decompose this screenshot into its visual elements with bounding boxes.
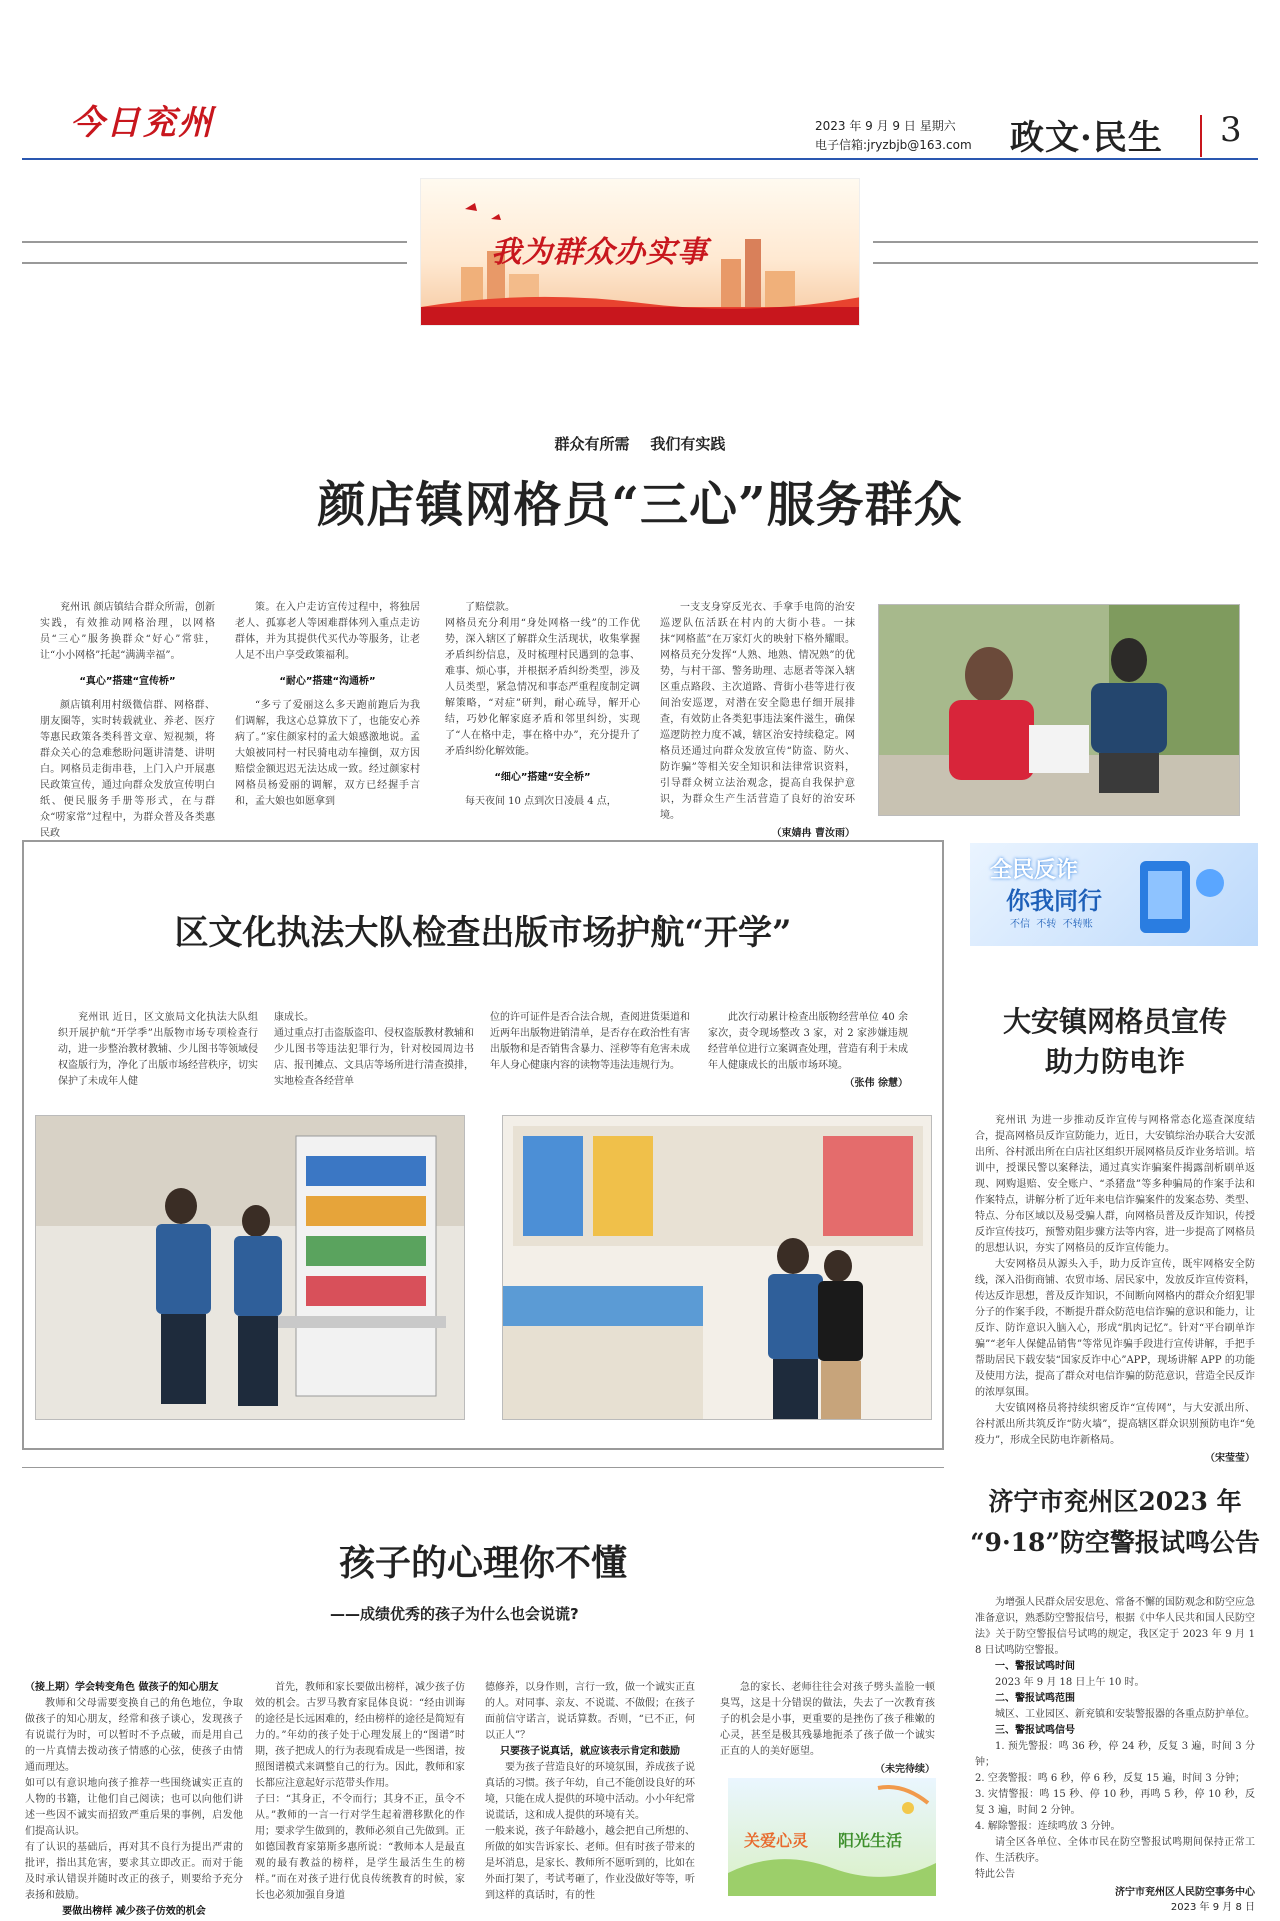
banner-image (420, 178, 860, 326)
article5-p3: 1. 预先警报：鸣 36 秒，停 24 秒，反复 3 遍，时间 3 分钟； 2. 空袭警报：鸣 6 秒，停 6 秒，反复 15 遍，时间 3 分钟； 3. 灾情警报：鸣 15 秒、停 10 秒，再鸣 5 秒，停 10 秒，反复 3 遍，时间 2 分钟。 4. 解除警报：连续鸣放 3 分钟。 (975, 1741, 1255, 1832)
article2-text-4: 此次行动累计检查出版物经营单位 40 余家次，责令现场整改 3 家，对 2 家涉嫌违规经营单位进行立案调查处理，营造有利于未成年人健康成长的出版市场环境。 (708, 1012, 908, 1071)
article5-h2: 二、警报试鸣范围 (995, 1693, 1075, 1704)
article4-text-3b: 要为孩子营造良好的环境氛围，养成孩子说真话的习惯。孩子年幼，自己不能创设良好的环境，只能在成人提供的环境中活动。小小年纪常说谎话，这和成人提供的环境有关。 一般来说，孩子年龄越小，越会把自己所想的、所做的如实告诉家长、老师。但有时孩子带来的是坏消息，是家长、教师所不愿听到的，比如在外面打架了，考试考砸了，作业没做好等等，听到这样的真话时，有的性 (485, 1762, 695, 1901)
article4-col2: 首先，教师和家长要做出榜样，减少孩子仿效的机会。古罗马教育家昆体良说：“经由训诲的途径是长远困难的，经由榜样的途径是简短有力的。”年幼的孩子处于心理发展上的“图谱”时期，孩子把成人的行为表现看成是一些图谱，按照图谱模式来调整自己的行为。因此，教师和家长都应注意起好示范带头作用。 子曰：“其身正，不令而行；其身不正，虽令不从。”教师的一言一行对学生起着潜移默化的作用；要求学生做到的，教师必须自己先做到。正如德国教育家第斯多惠所说：“教师本人是最直观的最有教益的榜样，是学生最活生生的榜样。”而在对孩子进行优良传统教育的时候，家长也必须加强自身道 (255, 1682, 465, 1901)
section-title: 政文·民生 (1010, 118, 1163, 158)
article5-title-1: 济宁市兖州区2023 年 (988, 1487, 1242, 1516)
article1-title: 颜店镇网格员“三心”服务群众 (317, 477, 963, 533)
article4-top-rule (22, 1467, 944, 1468)
article1-photo-scene (879, 605, 1240, 816)
article2-photo-left-scene (36, 1116, 465, 1420)
article1-byline: （束婧冉 曹汝雨） (771, 828, 855, 839)
article5-body (975, 1595, 1255, 1913)
article4-text-4: 急的家长、老师往往会对孩子劈头盖脸一顿臭骂，这是十分错误的做法，失去了一次教育孩子的机会是小事，更重要的是挫伤了孩子稚嫩的心灵，甚至是极其残暴地扼杀了孩子做一个诚实正直的人的美好愿望。 (720, 1682, 935, 1757)
article4-ad (728, 1778, 936, 1896)
article1-text-3a: 了赔偿款。 网格员充分利用“身处网格一线”的工作优势，深入辖区了解群众生活现状，收集掌握矛盾纠纷信息，及时梳理村民遇到的急事、难事、烦心事，并根据矛盾纠纷类型，涉及人员类型，紧急情况和事态严重程度制定调解策略，“对症”研判，耐心疏导，解开心结，巧妙化解家庭矛盾和邻里纠纷，实现了“人在格中走，事在格中办”，充分提升了矛盾纠纷化解效能。 (445, 602, 640, 757)
article2-byline: （张伟 徐慧） (844, 1078, 908, 1089)
antifraud-line2: 你我同行 (1006, 887, 1102, 915)
article2-title: 区文化执法大队检查出版市场护航“开学” (174, 913, 792, 953)
article4-text-1: 教师和父母需要变换自己的角色地位，争取做孩子的知心朋友，经常和孩子谈心，发现孩子有说谎行为时，可以暂时不予点破，而是用自己的一片真情去拨动孩子情感的心弦，使孩子由情通而理达。 如可以有意识地向孩子推荐一些围绕诚实正直的人物的书籍，让他们自己阅读；也可以向他们讲述一些因不诚实而招致严重后果的事例，启发他们提高认识。 有了认识的基础后，再对其不良行为提出严肃的批评，指出其危害，要求其立即改正。而对于能及时承认错误并随时改正的孩子，则要给予充分表扬和鼓励。 (25, 1698, 243, 1901)
article2-col3: 位的许可证件是否合法合规，查阅进货渠道和近两年出版物进销清单，是否存在政治性有害出版物和是否销售含暴力、淫秽等有危害未成年人身心健康内容的读物等违法违规行为。 (490, 1012, 690, 1071)
article2-photo-right-scene (503, 1116, 932, 1420)
article2-photo-right (502, 1115, 932, 1420)
masthead-email: 电子信箱:jryzbjb@163.com (815, 138, 972, 152)
article3-title-1: 大安镇网格员宣传 (1002, 1005, 1227, 1038)
article4-title: 孩子的心理你不懂 (338, 1542, 627, 1584)
article4-ad-text1: 关爱心灵 (744, 1831, 809, 1850)
masthead-date: 2023 年 9 月 9 日 星期六 (815, 119, 956, 133)
article4-ad-text2: 阳光生活 (838, 1831, 903, 1850)
article5-date: 2023 年 9 月 8 日 (1170, 1902, 1255, 1913)
article1-text-2a: 策。在入户走访宣传过程中，将独居老人、孤寡老人等困难群体列入重点走访群体，并为其提供代买代办等服务，让老人足不出户享受政策福利。 (235, 602, 420, 661)
article3-text-3: 大安镇网格员将持续织密反诈“宣传网”，与大安派出所、谷村派出所共筑反诈“防火墙”，提高辖区群众识别预防电诈“免疫力”，形成全民防电诈新格局。 (975, 1403, 1255, 1446)
article1-text-2b: “多亏了爱丽这么多天跑前跑后为我们调解，我这心总算放下了，也能安心养病了。”家住颜家村的孟大娘感激地说。孟大娘被同村一村民骑电动车撞倒，双方因赔偿金额迟迟无法达成一致。经过颜家村网格员杨爱丽的调解，双方已经握手言和，孟大娘也如愿拿到 (235, 700, 420, 807)
article1-col4 (660, 600, 855, 839)
article2-col1: 兖州讯 近日，区文旅局文化执法大队组织开展护航“开学季”出版物市场专项检查行动，进一步整治教材教辅、少儿图书等领域侵权盗版行为，净化了出版市场经营秩序，切实保护了未成年人健 (58, 1012, 258, 1087)
page-number: 3 (1220, 110, 1242, 150)
article1-kicker: 群众有所需 我们有实践 (554, 435, 726, 453)
article1-lead: 兖州讯 颜店镇结合群众所需，创新实践，有效推动网格治理，以网格员“三心”服务换群众“好心”常驻，让“小小网格”托起“满满幸福”。 (40, 602, 215, 661)
article5-sign: 济宁市兖州区人民防空事务中心 (1115, 1887, 1255, 1898)
article1-col1 (40, 600, 215, 842)
article1-photo (878, 604, 1240, 816)
article4-col1 (25, 1680, 243, 1920)
article5-h3: 三、警报试鸣信号 (995, 1725, 1075, 1736)
article3-text-2: 大安网格员从源头入手，助力反诈宣传，既牢网格安全防线，深入沿街商铺、农贸市场、居民家中，发放反诈宣传资料，传达反诈思想，普及反诈知识，不间断向网格内的群众介绍犯罪分子的作案手段，不断提升群众防范电信诈骗的意识和能力，让反诈、防诈意识入脑入心，形成“肌肉记忆”。针对“平台刷单诈骗”“老年人保健品销售”等常见诈骗手段进行宣传讲解，手把手帮助居民下载安装“国家反诈中心”APP，现场讲解 APP 的功能及使用方法，提高了群众对电信诈骗的防范意识，营造全民反诈的浓厚氛围。 (975, 1259, 1255, 1398)
article5-p1: 2023 年 9 月 18 日上午 10 时。 (995, 1677, 1145, 1688)
article4-col3-sub: 只要孩子说真话，就应该表示肯定和鼓励 (500, 1746, 680, 1757)
article5-p4: 请全区各单位、全体市民在防空警报试鸣期间保持正常工作、生活秩序。 特此公告 (975, 1837, 1255, 1880)
article4-col1-tail: 要做出榜样 减少孩子仿效的机会 (62, 1906, 206, 1917)
article4-col3 (485, 1680, 695, 1904)
article3-title-2: 助力防电诈 (1044, 1045, 1185, 1078)
article1-col2 (235, 600, 420, 810)
article5-p2: 城区、工业园区、新兖镇和安装警报器的各重点防护单位。 (995, 1709, 1255, 1720)
banner-title: 我为群众办实事 (491, 235, 708, 270)
article4-col1-head: （接上期）学会转变角色 做孩子的知心朋友 (25, 1682, 219, 1693)
article1-text-4: 一支支身穿反光衣、手拿手电筒的治安巡逻队伍活跃在村内的大街小巷。一抹抹“网格蓝”在万家灯火的映射下格外耀眼。网格员充分发挥“人熟、地熟、情况熟”的优势，与村干部、警务助理、志愿者等深入辖区重点路段、主次道路、背街小巷等进行夜间治安巡逻，对潜在安全隐患仔细开展排查，有效防止各类犯事违法案件滋生，确保巡逻防控力度不减，辖区治安持续稳定。网格员还通过向群众发放宣传“防盗、防火、防诈骗”等相关安全知识和法律常识资料，引导群众树立法治观念，提高自我保护意识，为群众生产生活营造了良好的治安环境。 (660, 602, 855, 821)
article1-subhead-2: “耐心”搭建“沟通桥” (279, 676, 376, 687)
article4-col4 (720, 1680, 935, 1775)
antifraud-line1: 全民反诈 (990, 858, 1079, 883)
article5-h1: 一、警报试鸣时间 (995, 1661, 1075, 1672)
article1-subhead-3: “细心”搭建“安全桥” (494, 772, 591, 783)
antifraud-sub: 不信 不转 不转账 (1010, 919, 1093, 930)
masthead-divider (1200, 115, 1202, 157)
article2-col4 (708, 1010, 908, 1089)
banner-rule-left2 (22, 262, 407, 264)
antifraud-ad (970, 843, 1258, 946)
banner-rule-right (873, 241, 1258, 243)
banner-rule-right2 (873, 262, 1258, 264)
banner-rule-left (22, 241, 407, 243)
article5-title-2: “9·18”防空警报试鸣公告 (970, 1528, 1260, 1557)
masthead-logo: 今日兖州 (70, 103, 214, 143)
article3-byline: （宋莹莹） (1205, 1453, 1255, 1464)
article3-body (975, 1113, 1255, 1464)
masthead-rule (22, 158, 1258, 160)
article4-byline: （未完待续） (875, 1764, 935, 1775)
article2-photo-left (35, 1115, 465, 1420)
article2-col2: 康成长。 通过重点打击盗版盗印、侵权盗版教材教辅和少儿图书等违法犯罪行为，针对校园周边书店、报刊摊点、文具店等场所进行清查摸排，实地检查各经营单 (274, 1012, 474, 1087)
article1-text-1b: 颜店镇利用村级微信群、网格群、朋友圈等，实时转载就业、养老、医疗等惠民政策各类科普文章、短视频，将群众关心的急难愁盼问题讲清楚、讲明白。网格员走街串巷，上门入户开展惠民政策宣传，通过向群众发放宣传明白纸、便民服务手册等形式，在与群众“唠家常”过程中，为群众普及各类惠民政 (40, 700, 215, 839)
article1-subhead-1: “真心”搭建“宣传桥” (79, 676, 176, 687)
article4-subtitle: ——成绩优秀的孩子为什么也会说谎? (330, 1605, 579, 1623)
article5-intro: 为增强人民群众居安思危、常备不懈的国防观念和防空应急准备意识，熟悉防空警报信号，根据《中华人民共和国人民防空法》关于防空警报信号试鸣的规定，我区定于 2023 年 9 月 18 日试鸣防空警报。 (975, 1597, 1255, 1656)
article1-col3 (445, 600, 640, 810)
article3-text-1: 兖州讯 为进一步推动反诈宣传与网格常态化巡查深度结合，提高网格员反诈宣防能力，近日，大安镇综治办联合大安派出所、谷村派出所在白店社区组织开展网格员反诈业务培训。培训中，授课民警以案释法，通过真实诈骗案件揭露剖析刷单返现、网购退赔、安全账户、“杀猪盘”等多种骗局的作案手法和作案特点，讲解分析了近年来电信诈骗案件的发案态势、类型、特点、分布区域以及易受骗人群，向网格员普及反诈知识，传授反诈宣传技巧，预警劝阻步骤方法等内容，进一步提高了网格员的思想认识，夯实了网格员的反诈宣传能力。 (975, 1115, 1255, 1254)
article4-text-3a: 德修养，以身作则，言行一致，做一个诚实正直的人。对同事、亲友、不说谎、不做假；在孩子面前信守诺言，说话算数。否则，“已不正，何以正人”？ (485, 1682, 695, 1741)
article1-text-3b: 每天夜间 10 点到次日凌晨 4 点， (465, 796, 617, 807)
